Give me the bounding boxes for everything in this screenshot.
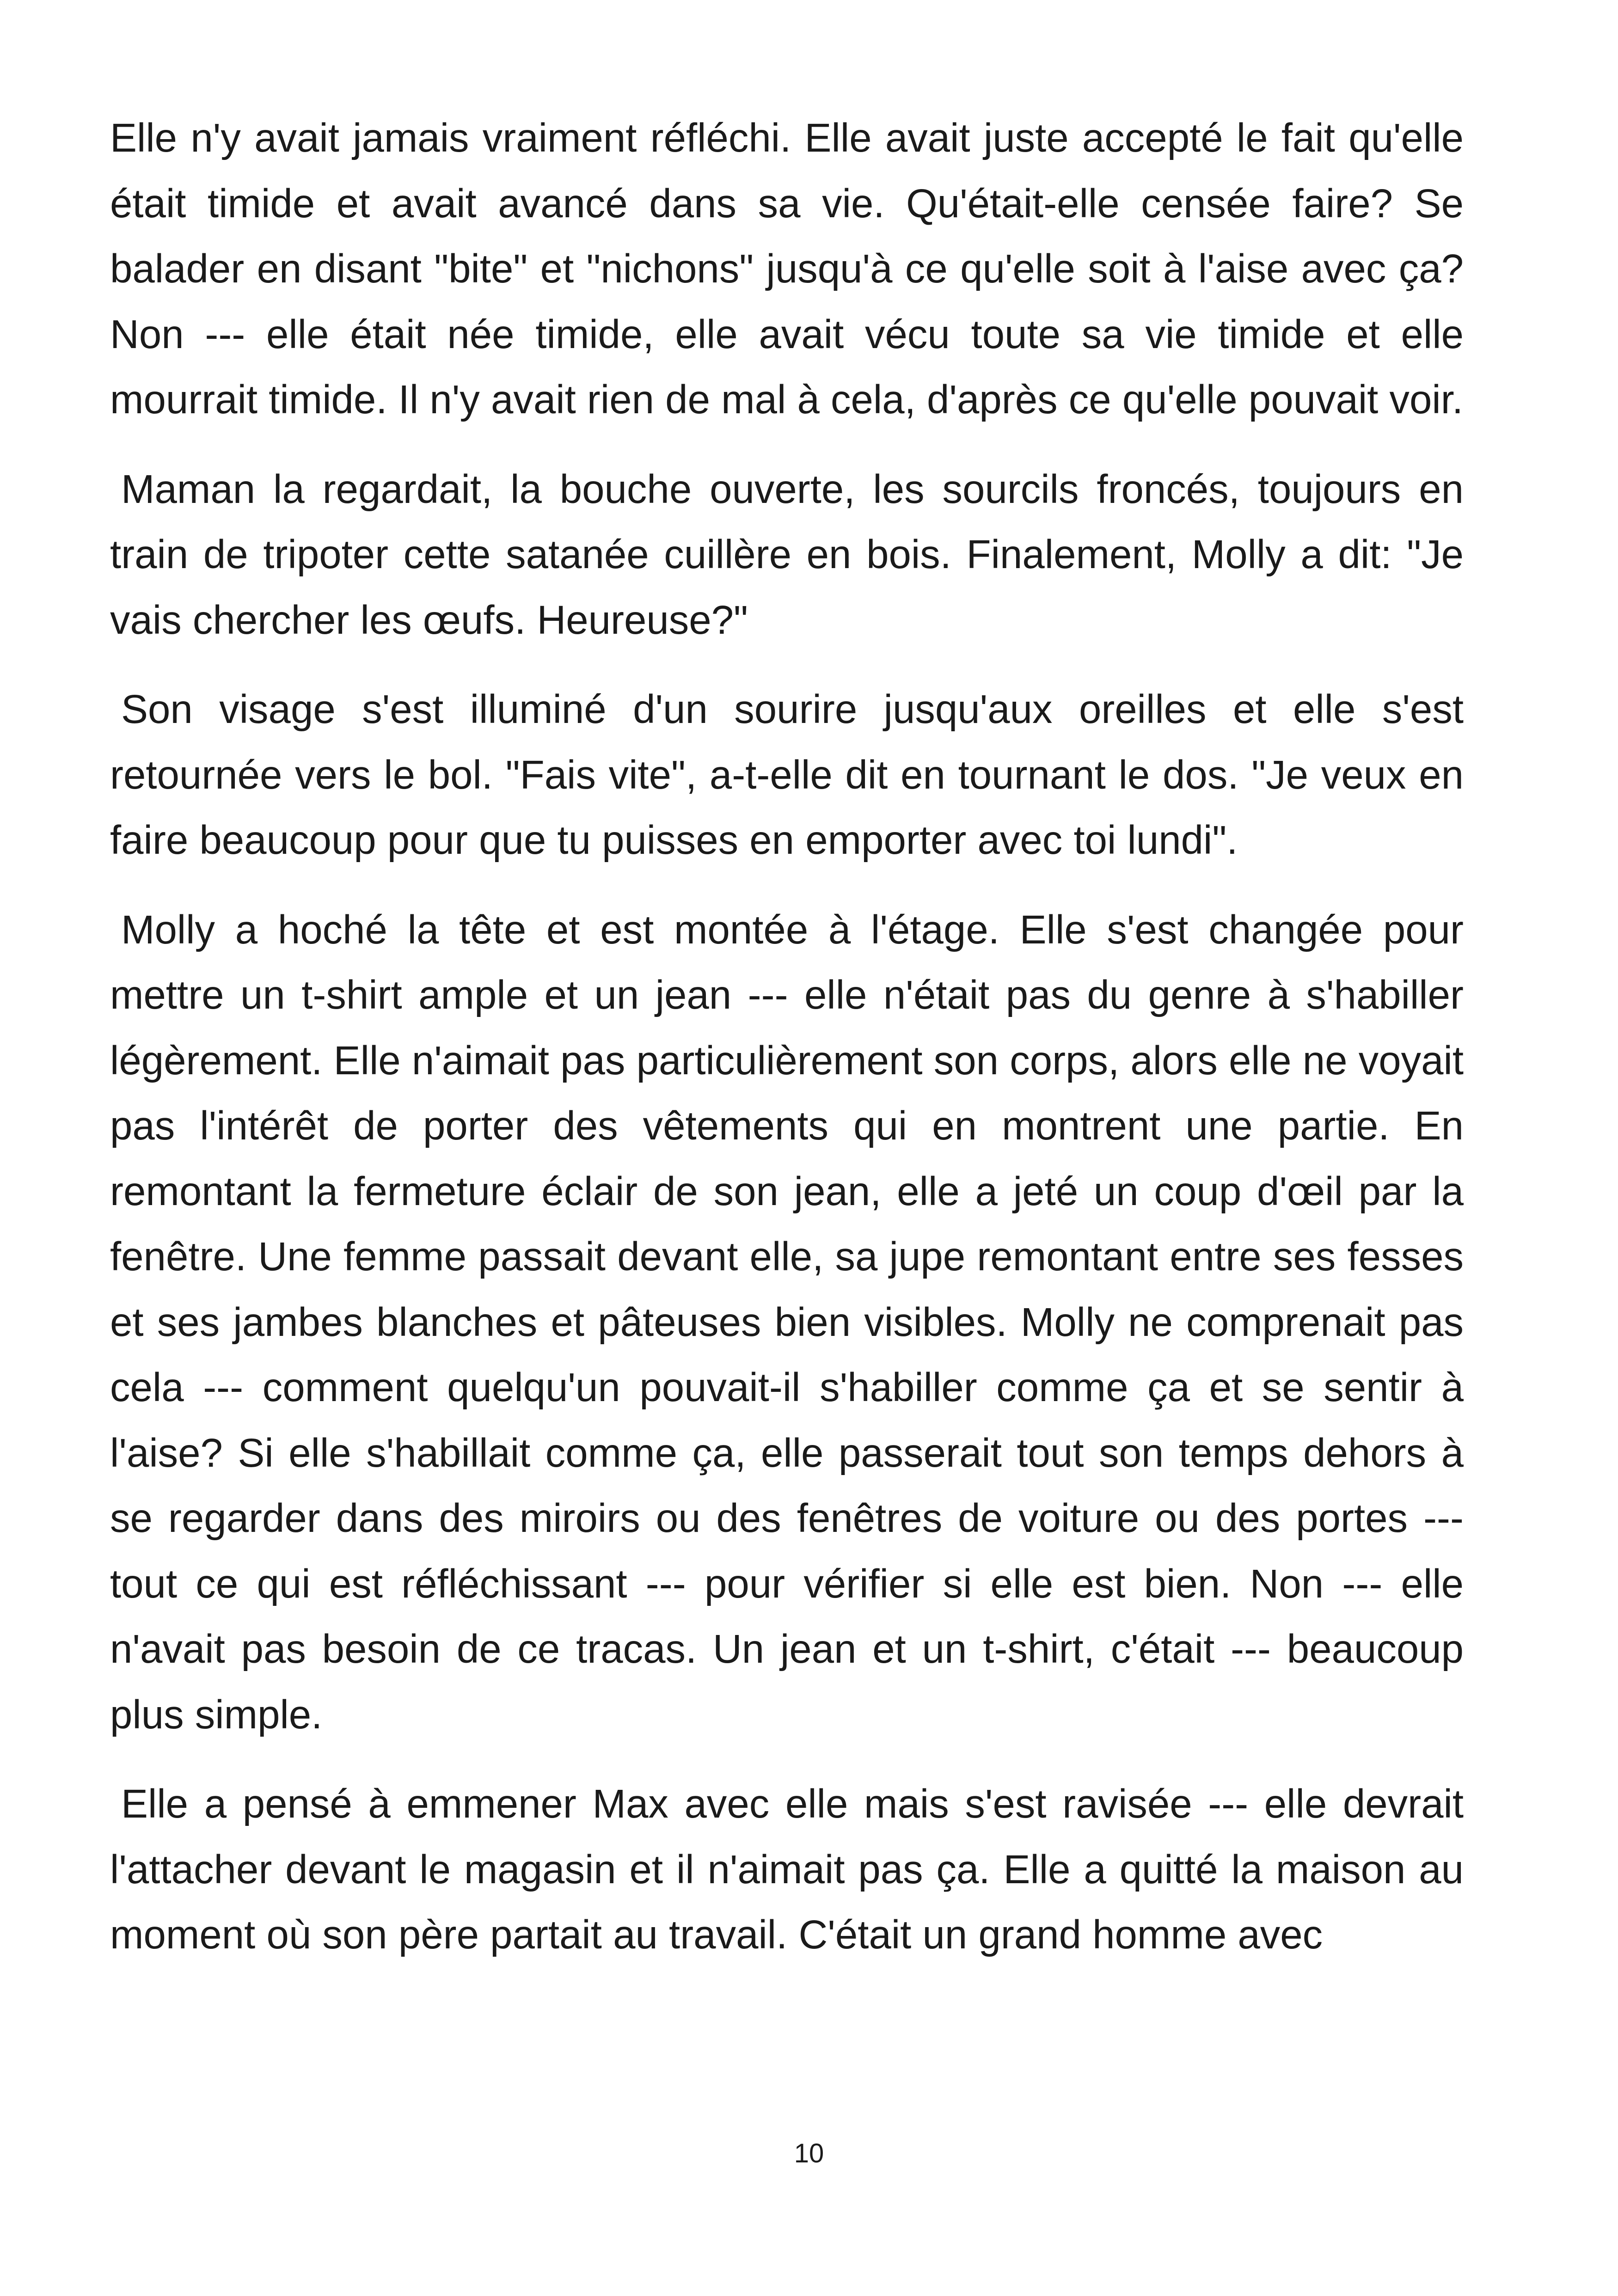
paragraph-2: Maman la regardait, la bouche ouverte, les sourcils froncés, toujours en train de tripoter cette satanée cuillère en bois. Finalement, Molly a dit: "Je vais chercher les œufs. Heureuse?" <box>110 466 1464 643</box>
paragraph-3: Son visage s'est illuminé d'un sourire jusqu'aux oreilles et elle s'est retournée vers le bol. "Fais vite", a-t-elle dit en tournant le dos. "Je veux en faire beaucoup pour que tu puisses en emporter avec toi lundi". <box>110 687 1464 863</box>
paragraph-1: Elle n'y avait jamais vraiment réfléchi. Elle avait juste accepté le fait qu'elle était timide et avait avancé dans sa vie. Qu'était-elle censée faire? Se balader en disant "bite" et "nichons" jusqu'à ce qu'elle soit à l'aise avec ça? Non --- elle était née timide, elle avait vécu toute sa vie timide et elle mourrait timide. Il n'y avait rien de mal à cela, d'après ce qu'elle pouvait voir. <box>110 116 1464 422</box>
page-number: 10 <box>794 2138 824 2168</box>
paragraph-5: Elle a pensé à emmener Max avec elle mais s'est ravisée --- elle devrait l'attacher devant le magasin et il n'aimait pas ça. Elle a quitté la maison au moment où son père partait au travail. C'était un grand homme avec <box>110 1782 1464 1957</box>
body-text <box>110 105 1464 1992</box>
paragraph-4: Molly a hoché la tête et est montée à l'étage. Elle s'est changée pour mettre un t-shirt ample et un jean --- elle n'était pas du genre à s'habiller légèrement. Elle n'aimait pas particulièrement son corps, alors elle ne voyait pas l'intérêt de porter des vêtements qui en montrent une partie. En remontant la fermeture éclair de son jean, elle a jeté un coup d'œil par la fenêtre. Une femme passait devant elle, sa jupe remontant entre ses fesses et ses jambes blanches et pâteuses bien visibles. Molly ne comprenait pas cela --- comment quelqu'un pouvait-il s'habiller comme ça et se sentir à l'aise? Si elle s'habillait comme ça, elle passerait tout son temps dehors à se regarder dans des miroirs ou des fenêtres de voiture ou des portes --- tout ce qui est réfléchissant --- pour vérifier si elle est bien. Non --- elle n'avait pas besoin de ce tracas. Un jean et un t-shirt, c'était --- beaucoup plus simple. <box>110 907 1464 1737</box>
